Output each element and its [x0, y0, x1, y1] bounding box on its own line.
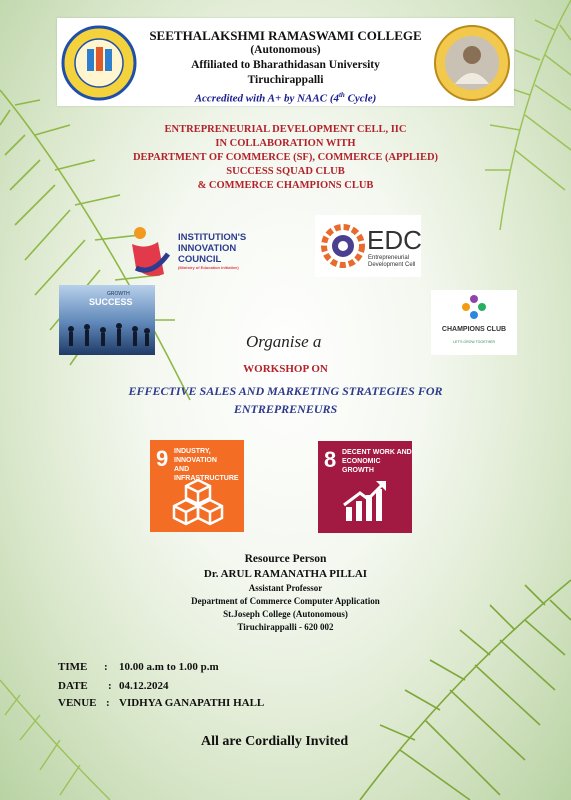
detail-venue	[58, 697, 97, 709]
college-name: SEETHALAKSHMI RAMASWAMI COLLEGE	[149, 28, 422, 43]
champions-club-logo	[431, 290, 517, 355]
edc-logo	[315, 215, 421, 277]
organiser-line: & COMMERCE CHAMPIONS CLUB	[197, 180, 374, 191]
sdg-number: 9	[156, 446, 169, 471]
resource-place: Tiruchirappalli - 620 002	[237, 622, 334, 632]
workshop-title-line: EFFECTIVE SALES AND MARKETING STRATEGIES FOR	[128, 384, 443, 398]
detail-label: TIME	[58, 661, 88, 673]
college-affiliation: Affiliated to Bharathidasan University	[191, 59, 380, 71]
sdg-label: ECONOMIC GROWTH	[342, 458, 381, 474]
champions-tagline: LET'S GROW TOGETHER	[453, 340, 495, 344]
detail-label: VENUE	[58, 697, 97, 709]
champions-emblem-icon	[461, 294, 487, 320]
iic-text: INSTITUTION'S	[178, 232, 247, 243]
workshop-title-line: ENTREPRENEURS	[233, 402, 338, 416]
iic-text: INNOVATION	[178, 243, 237, 254]
organisers-block	[0, 123, 571, 193]
resource-department: Department of Commerce Computer Application	[191, 596, 380, 606]
sdg-tile-9	[150, 440, 244, 532]
detail-separator: :	[108, 680, 112, 692]
iic-subtext: (Ministry of Education Initiative)	[178, 265, 239, 270]
organiser-line: ENTREPRENEURIAL DEVELOPMENT CELL, IIC	[164, 124, 407, 135]
sdg-label: INDUSTRY, INNOVATION	[174, 448, 217, 464]
college-header	[57, 18, 514, 106]
iic-logo	[128, 224, 288, 278]
detail-label: DATE	[58, 680, 88, 692]
edc-gear-icon	[318, 221, 368, 271]
detail-time-value: 10.00 a.m to 1.00 p.m	[119, 661, 219, 673]
organiser-line: IN COLLABORATION WITH	[215, 138, 356, 149]
resource-person-block	[0, 551, 571, 634]
growth-chart-icon	[342, 477, 388, 523]
resource-name: Dr. ARUL RAMANATHA PILLAI	[203, 568, 368, 580]
organiser-line: SUCCESS SQUAD CLUB	[226, 166, 345, 177]
college-accreditation: Accredited with A+ by NAAC (4th Cycle)	[194, 91, 377, 105]
resource-college: St.Joseph College (Autonomous)	[223, 609, 348, 619]
detail-date-value: 04.12.2024	[119, 680, 169, 692]
iic-emblem	[128, 224, 174, 278]
growth-text: GROWTH	[107, 291, 130, 297]
invite-text: All are Cordially Invited	[201, 734, 349, 749]
success-text: SUCCESS	[89, 297, 133, 307]
sdg-label: DECENT WORK AND	[342, 449, 412, 456]
sdg-tile-8	[318, 441, 412, 533]
workshop-label: WORKSHOP ON	[243, 363, 328, 375]
detail-date	[58, 680, 88, 692]
detail-separator: :	[106, 697, 110, 709]
success-image	[59, 285, 155, 355]
organiser-line: DEPARTMENT OF COMMERCE (SF), COMMERCE (APPLIED)	[132, 152, 439, 163]
edc-title: EDC	[367, 225, 422, 255]
edc-subtitle: Development Cell	[368, 262, 416, 268]
people-silhouettes-icon	[59, 321, 155, 355]
edc-subtitle: Entrepreneurial	[368, 255, 410, 261]
sdg-label: AND INFRASTRUCTURE	[174, 466, 239, 482]
champions-title: CHAMPIONS CLUB	[441, 326, 507, 333]
sdg-number: 8	[324, 447, 337, 472]
detail-venue-value: VIDHYA GANAPATHI HALL	[119, 697, 265, 709]
founder-emblem	[433, 24, 511, 102]
organise-text: Organise a	[246, 332, 322, 351]
college-emblem	[61, 25, 137, 101]
resource-designation: Assistant Professor	[248, 583, 323, 593]
college-city: Tiruchirappalli	[247, 74, 324, 86]
resource-heading: Resource Person	[244, 553, 327, 565]
cubes-icon	[172, 478, 224, 528]
detail-separator: :	[104, 661, 108, 673]
detail-time	[58, 661, 87, 673]
college-status: (Autonomous)	[250, 44, 321, 56]
workshop-title	[0, 382, 571, 418]
iic-text: COUNCIL	[178, 254, 222, 265]
